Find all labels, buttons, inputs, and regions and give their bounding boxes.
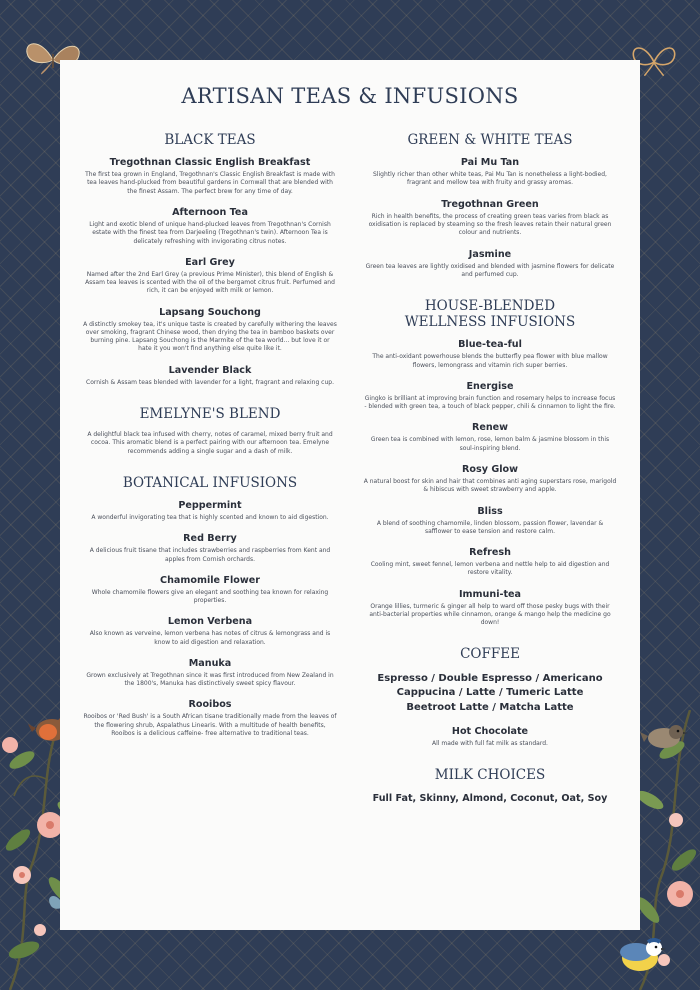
- item-name: Refresh: [469, 547, 511, 559]
- item-name: Lemon Verbena: [167, 616, 253, 628]
- left-column: [70, 132, 350, 749]
- item-name: Red Berry: [183, 533, 237, 545]
- menu-item: [350, 506, 630, 537]
- item-description: Rich in health benefits, the process of creating green teas varies from black as oxidisation is replaced by steaming so the fresh leaves retain their natural green colour and nutrients.: [368, 212, 612, 237]
- coffee-line: Cappucina / Latte / Tumeric Latte: [396, 687, 584, 699]
- menu-item: [350, 339, 630, 370]
- item-description: Slightly richer than other white teas, Pai Mu Tan is nonetheless a light-bodied, fragrant and mellow tea with fruity and grassy aromas.: [373, 171, 607, 187]
- item-name: Rosy Glow: [462, 464, 518, 476]
- menu-item: [70, 257, 350, 296]
- item-name: Energise: [466, 380, 514, 392]
- menu-item: [70, 500, 350, 522]
- coffee-list: [350, 672, 630, 716]
- menu-panel: [60, 60, 640, 930]
- item-name: Bliss: [477, 505, 503, 517]
- item-name: Tregothnan Green: [441, 198, 539, 210]
- item-name: Rooibos: [188, 699, 232, 711]
- item-name: Lavender Black: [168, 364, 252, 376]
- item-name: Peppermint: [178, 500, 242, 512]
- section-title-coffee: COFFEE: [460, 646, 520, 663]
- item-description: A natural boost for skin and hair that combines anti aging superstars rose, marigold & hibiscus with sweet strawberry and apple.: [363, 478, 617, 494]
- section-title-line: HOUSE-BLENDED: [424, 298, 556, 315]
- item-description: Cornish & Assam teas blended with lavender for a light, fragrant and relaxing cup.: [86, 378, 334, 386]
- item-name: Hot Chocolate: [451, 726, 529, 738]
- section-title-emelynes-blend: EMELYNE'S BLEND: [139, 405, 281, 422]
- section-title-milk-choices: MILK CHOICES: [434, 767, 546, 784]
- sparrow-bird-icon: [640, 720, 688, 754]
- section-title-botanical-infusions: BOTANICAL INFUSIONS: [122, 474, 298, 491]
- coffee-line: Beetroot Latte / Matcha Latte: [406, 701, 574, 713]
- menu-item: [70, 157, 350, 196]
- item-name: Earl Grey: [185, 256, 235, 268]
- menu-item: [350, 381, 630, 412]
- item-description: A wonderful invigorating tea that is highly scented and known to aid digestion.: [91, 514, 329, 522]
- item-name: Tregothnan Classic English Breakfast: [109, 157, 311, 169]
- blue-tit-bird-icon: [612, 932, 668, 976]
- menu-item: [70, 365, 350, 387]
- menu-item: [70, 307, 350, 354]
- menu-item: [350, 547, 630, 578]
- item-description: Cooling mint, sweet fennel, lemon verbena and nettle help to aid digestion and restore vitality.: [370, 561, 610, 577]
- item-name: Lapsang Souchong: [159, 306, 261, 318]
- item-name: Jasmine: [468, 248, 512, 260]
- item-description: Also known as verveine, lemon verbena has notes of citrus & lemongrass and is know to aid digestion and relaxation.: [89, 630, 331, 646]
- coffee-line: Espresso / Double Espresso / Americano: [377, 672, 603, 684]
- menu-item: [350, 726, 630, 748]
- item-description: The first tea grown in England, Tregothnan's Classic English Breakfast is made with tea leaves hand-plucked from beautiful gardens in Cornwall that are blended with the finest Assam. The perfect brew for any time of day.: [85, 171, 335, 195]
- item-name: Manuka: [188, 657, 232, 669]
- section-title-house-blended: [350, 298, 630, 330]
- menu-item: [70, 533, 350, 564]
- item-name: Renew: [471, 422, 509, 434]
- menu-item: [350, 199, 630, 238]
- menu-item: [70, 699, 350, 738]
- item-description: Grown exclusively at Tregothnan since it was first introduced from New Zealand in the 1800's, Manuka has distinctively sweet spicy flavour.: [86, 671, 334, 688]
- item-name: Chamomile Flower: [160, 574, 260, 586]
- section-title-green-white-teas: GREEN & WHITE TEAS: [407, 132, 573, 148]
- menu-item: [350, 157, 630, 188]
- item-description: Whole chamomile flowers give an elegant and soothing tea known for relaxing properties.: [91, 588, 329, 605]
- milk-choices-list: Full Fat, Skinny, Almond, Coconut, Oat, Soy: [372, 792, 608, 804]
- menu-item: [70, 575, 350, 606]
- menu-item: [350, 249, 630, 280]
- item-description: Named after the 2nd Earl Grey (a previous Prime Minister), this blend of English & Assam tea leaves is scented with the oil of the bergamot citrus fruit. Perfumed and rich, it can be enjoyed with milk or lemon.: [85, 270, 335, 295]
- section-title-line: WELLNESS INFUSIONS: [404, 314, 576, 331]
- item-description: Rooibos or 'Red Bush' is a South African tisane traditionally made from the leaves of the flowering shrub, Aspalathus Linearis. With a multitude of health benefits, Rooibos is a delicious caffeine- free alternative to traditional teas.: [83, 713, 337, 737]
- menu-item: [70, 616, 350, 647]
- menu-item: [70, 207, 350, 246]
- page-title: ARTISAN TEAS & INFUSIONS: [181, 84, 519, 108]
- item-description: Orange lillies, turmeric & ginger all help to ward off those pesky bugs with their anti-bacterial properties while cinnamon, orange & mango help the medicine go down!: [369, 602, 611, 627]
- item-description: The anti-oxidant powerhouse blends the butterfly pea flower with blue mallow flowers, lemongrass and vitamin rich super berries.: [372, 353, 608, 369]
- menu-item: [70, 658, 350, 689]
- item-description: A delicious fruit tisane that includes strawberries and raspberries from Kent and apples from Cornish orchards.: [89, 547, 331, 563]
- item-name: Pai Mu Tan: [460, 157, 520, 169]
- item-description: A delightful black tea infused with cherry, notes of caramel, mixed berry fruit and cocoa. This aromatic blend is a perfect pairing with our afternoon tea. Emelyne recommends adding a single sugar and a dash of milk.: [87, 431, 333, 455]
- item-description: All made with full fat milk as standard.: [432, 740, 548, 748]
- item-description: Gingko is brilliant at improving brain function and rosemary helps to increase focus - blended with green tea, a touch of black pepper, chili & cinnamon to light the fire.: [364, 394, 616, 411]
- item-description: Green tea leaves are lightly oxidised and blended with jasmine flowers for delicate and perfumed cup.: [365, 262, 615, 278]
- item-name: Immuni-tea: [458, 588, 522, 600]
- item-description: A blend of soothing chamomile, linden blossom, passion flower, lavendar & safflower to ease tension and restore calm.: [376, 519, 604, 535]
- item-description: A distinctly smokey tea, it's unique taste is created by carefully withering the leaves over smoking, fragrant Chinese wood, then drying the tea in bamboo baskets over burning pine. Lapsang Souchong is the Marmite of the tea world... but love it or hate it you won't find anything else quite like it.: [83, 320, 337, 353]
- item-name: Afternoon Tea: [172, 206, 248, 218]
- menu-item: [350, 464, 630, 495]
- item-name: Blue-tea-ful: [458, 339, 522, 351]
- right-column: [350, 132, 630, 804]
- menu-item: [350, 422, 630, 453]
- section-title-black-teas: BLACK TEAS: [164, 132, 256, 148]
- menu-item: [350, 589, 630, 628]
- menu-item: [70, 431, 350, 456]
- item-description: Light and exotic blend of unique hand-plucked leaves from Tregothnan's Cornish estate with the finest tea from Darjeeling (Tregothnan's twin). Afternoon Tea is delicately refreshing with invigorating citrus notes.: [89, 220, 331, 245]
- item-description: Green tea is combined with lemon, rose, lemon balm & jasmine blossom in this soul-inspiring blend.: [370, 436, 610, 452]
